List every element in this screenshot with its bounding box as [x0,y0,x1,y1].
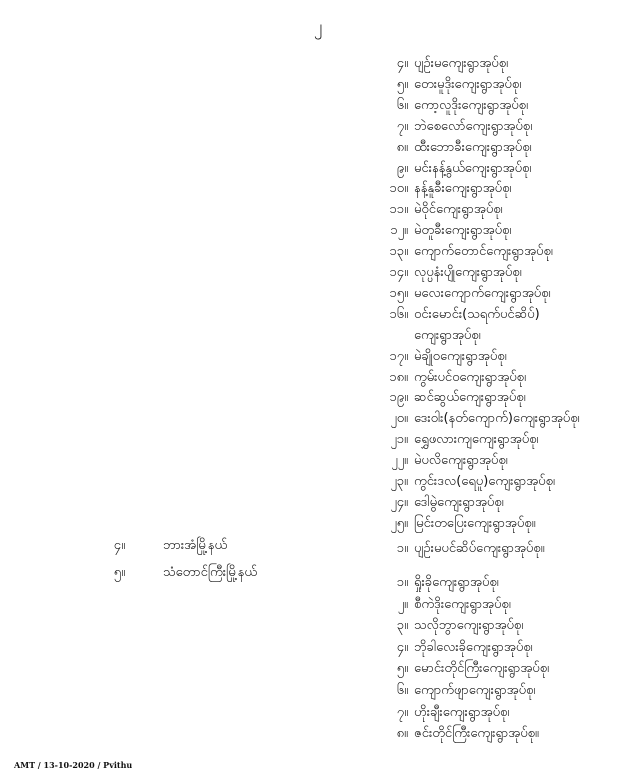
item-number: ၁၀။ [389,181,408,197]
item-number: ၈။ [396,726,408,742]
item-number: ၄။ [396,56,408,71]
list-item [0,615,636,636]
item-text: မဲတူခီးကျေးရွာအုပ်စု၊ [414,223,512,239]
item-text: ဇင်းတိုင်ကြီးကျေးရွာအုပ်စု။ [414,726,539,742]
item-number: ၁။ [396,575,408,590]
list-item [0,658,636,679]
list-item [0,158,636,179]
item-number: ၃။ [396,618,408,634]
item-number: ၂၃။ [390,474,408,489]
list-item [0,178,636,199]
list-item [0,408,636,429]
item-number: ၆။ [396,683,408,698]
item-number: ၉။ [396,160,408,176]
item-number: ၁၆။ [389,306,408,322]
list-item [0,241,636,262]
township-name: ဘားအံမြို့နယ် [163,538,228,553]
item-number: ၂၁။ [390,432,408,448]
list-item [0,637,636,658]
item-text: နန့်နူခီးကျေးရွာအုပ်စု၊ [414,181,512,197]
item-text: ကွင်းဒလ(ရေပူ)ကျေးရွာအုပ်စု၊ [414,474,555,489]
item-text: မဲဝိုင်ကျေးရွာအုပ်စု၊ [414,202,503,218]
item-number: ၇။ [396,704,408,720]
list-item [0,680,636,701]
township-name: သံတောင်ကြီးမြို့နယ် [163,565,258,580]
item-text: သလိုဘွာကျေးရွာအုပ်စု၊ [414,618,524,634]
item-number: ၂၂။ [391,453,408,469]
item-text: ကော့လူဒိုးကျေးရွာအုပ်စု၊ [414,97,529,113]
item-text: ဟိုးချီးကျေးရွာအုပ်စု၊ [414,704,510,720]
list-item [0,325,636,346]
list-item [0,283,636,304]
item-text: စီကဲဒိုးကျေးရွာအုပ်စု၊ [414,596,511,612]
item-text: ဘိုခါလေးခိုကျေးရွာအုပ်စု၊ [414,639,533,655]
list-item [0,702,636,723]
item-text: ကျေးရွာအုပ်စု၊ [414,327,481,343]
list-item [0,304,636,325]
item-number: ၁၄။ [389,265,408,280]
list-item [0,538,636,559]
item-text: ကျောက်ဖျာကျေးရွာအုပ်စု၊ [414,683,536,698]
item-text: မောင်းတိုင်ကြီးကျေးရွာအုပ်စု၊ [414,661,550,677]
list-item [0,723,636,744]
item-text: ထီးဘောခီးကျေးရွာအုပ်စု၊ [414,139,532,155]
item-text: ကွမ်းပင်ဝကျေးရွာအုပ်စု၊ [414,369,527,385]
item-number: ၂၀။ [390,411,408,427]
item-number: ၁။ [396,541,408,556]
list-item [0,116,636,137]
list-item [0,471,636,492]
item-text: လုပ္ပနံးပျိုကျေးရွာအုပ်စု၊ [414,265,522,280]
list-item [0,492,636,513]
list-item [0,450,636,471]
list-item [0,137,636,158]
item-number: ၁၅။ [389,285,408,301]
list-item [0,572,636,593]
item-text: တေးမူဒိုးကျေးရွာအုပ်စု၊ [414,76,522,92]
list-item [0,53,636,74]
township-number: ၄။ [113,538,125,553]
item-number: ၁၃။ [389,244,408,260]
item-number: ၁၈။ [389,369,408,385]
item-text: ဘဲစေလော်ကျေးရွာအုပ်စု၊ [414,118,533,134]
item-text: မြင်းတပြေးကျေးရွာအုပ်စု။ [414,515,536,531]
township-number: ၅။ [113,565,125,580]
item-text: မဲပလိကျေးရွာအုပ်စု၊ [414,453,508,469]
item-text: ဝင်းမောင်း(သရက်ပင်ဆိပ်) [414,306,540,322]
item-text: ကျောက်တောင်ကျေးရွာအုပ်စု၊ [414,244,553,260]
item-number: ၂၄။ [390,494,408,510]
list-item [0,346,636,367]
list-item [0,367,636,388]
list-item [0,429,636,450]
item-text: မင်းနန့်နွယ်ကျေးရွာအုပ်စု၊ [414,160,532,176]
item-text: မလေးကျောက်ကျေးရွာအုပ်စု၊ [414,285,551,301]
item-text: ရှိုးခိုကျေးရွာအုပ်စု၊ [414,575,499,590]
item-number: ၁၂။ [390,223,408,239]
item-number: ၆။ [396,97,408,113]
footer-reference: AMT / 13-10-2020 / Pvithu [14,760,133,770]
list-item [0,220,636,241]
list-item [0,387,636,408]
item-number: ၈။ [396,139,408,155]
item-number: ၅။ [396,76,408,92]
item-text: ပျဉ်းမပင်ဆိပ်ကျေးရွာအုပ်စု။ [414,541,545,556]
item-text: ရွှေဖလားကျကျေးရွာအုပ်စု၊ [414,432,539,448]
list-item [0,199,636,220]
list-item [0,262,636,283]
item-number: ၁၉။ [389,390,408,406]
item-number: ၂။ [397,596,408,612]
list-item [0,95,636,116]
item-number: ၁၇။ [389,348,408,364]
item-number: ၅။ [396,661,408,677]
item-text: ဒေါမွဲကျေးရွာအုပ်စု၊ [414,494,504,510]
item-number: ၂၅။ [390,515,408,531]
list-item [0,513,636,534]
item-text: ပျဉ်းမကျေးရွာအုပ်စု၊ [414,56,509,71]
item-text: ဒေးဝါး(နတ်ကျောက်)ကျေးရွာအုပ်စု၊ [414,411,580,427]
item-text: မဲချိုဝကျေးရွာအုပ်စု၊ [414,348,507,364]
list-item [0,594,636,615]
item-number: ၇။ [396,118,408,134]
page-number: ၂ [313,17,323,37]
item-number: ၁၁။ [389,202,408,218]
item-text: ဆင်ဆွယ်ကျေးရွာအုပ်စု၊ [414,390,526,406]
item-number: ၄။ [396,639,408,655]
list-item [0,74,636,95]
